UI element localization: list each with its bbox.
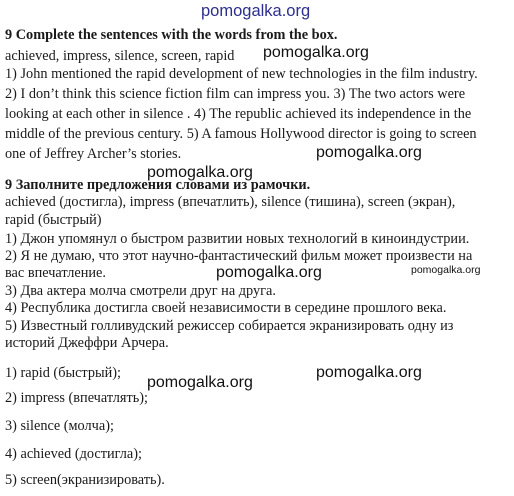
exercise-en-line-6: one of Jeffrey Archer’s stories. bbox=[5, 146, 182, 162]
exercise-ru-sentence-2: 2) Я не думаю, что этот научно-фантастический фильм может произвести на bbox=[5, 248, 473, 264]
exercise-ru-sentence-3: 3) Два актера молча смотрели друг на друга. bbox=[5, 283, 276, 299]
exercise-en-line-4: looking at each other in silence . 4) The republic achieved its independence in the bbox=[5, 106, 472, 122]
watermark: pomogalka.org bbox=[316, 364, 422, 381]
exercise-ru-sentence-4: 4) Республика достигла своей независимости в середине прошлого века. bbox=[5, 300, 447, 316]
exercise-en-line-3: 2) I don’t think this science fiction film can impress you. 3) The two actors were bbox=[5, 86, 466, 102]
exercise-ru-heading: 9 Заполните предложения словами из рамочки. bbox=[5, 177, 311, 193]
answer-5: 5) screen(экранизировать). bbox=[5, 472, 165, 488]
exercise-en-word-box: achieved, impress, silence, screen, rapid bbox=[5, 48, 235, 64]
watermark: pomogalka.org bbox=[263, 44, 369, 61]
exercise-en-line-5: middle of the previous century. 5) A famous Hollywood director is going to screen bbox=[5, 126, 477, 142]
answer-2: 2) impress (впечатлять); bbox=[5, 390, 148, 406]
watermark: pomogalka.org bbox=[216, 264, 322, 281]
answer-1: 1) rapid (быстрый); bbox=[5, 365, 121, 381]
watermark: pomogalka.org bbox=[147, 164, 253, 181]
exercise-en-sentence-1: 1) John mentioned the rapid development of new technologies in the film industry. bbox=[5, 66, 478, 82]
answer-3: 3) silence (молча); bbox=[5, 418, 114, 434]
exercise-ru-sentence-2-cont: вас впечатление. bbox=[5, 265, 106, 281]
watermark-small: pomogalka.org bbox=[411, 264, 481, 276]
exercise-ru-word-box-cont: rapid (быстрый) bbox=[5, 212, 102, 228]
exercise-ru-sentence-5: 5) Известный голливудский режиссер собирается экранизировать одну из bbox=[5, 318, 454, 334]
watermark-top: pomogalka.org bbox=[201, 2, 311, 20]
exercise-ru-sentence-5-cont: историй Джеффри Арчера. bbox=[5, 335, 169, 351]
watermark: pomogalka.org bbox=[316, 144, 422, 161]
watermark: pomogalka.org bbox=[147, 374, 253, 391]
exercise-ru-sentence-1: 1) Джон упомянул о быстром развитии новых технологий в киноиндустрии. bbox=[5, 231, 470, 247]
exercise-en-heading: 9 Complete the sentences with the words from the box. bbox=[5, 27, 338, 43]
exercise-ru-word-box: achieved (достигла), impress (впечатлить), silence (тишина), screen (экран), bbox=[5, 194, 456, 210]
answer-4: 4) achieved (достигла); bbox=[5, 446, 142, 462]
